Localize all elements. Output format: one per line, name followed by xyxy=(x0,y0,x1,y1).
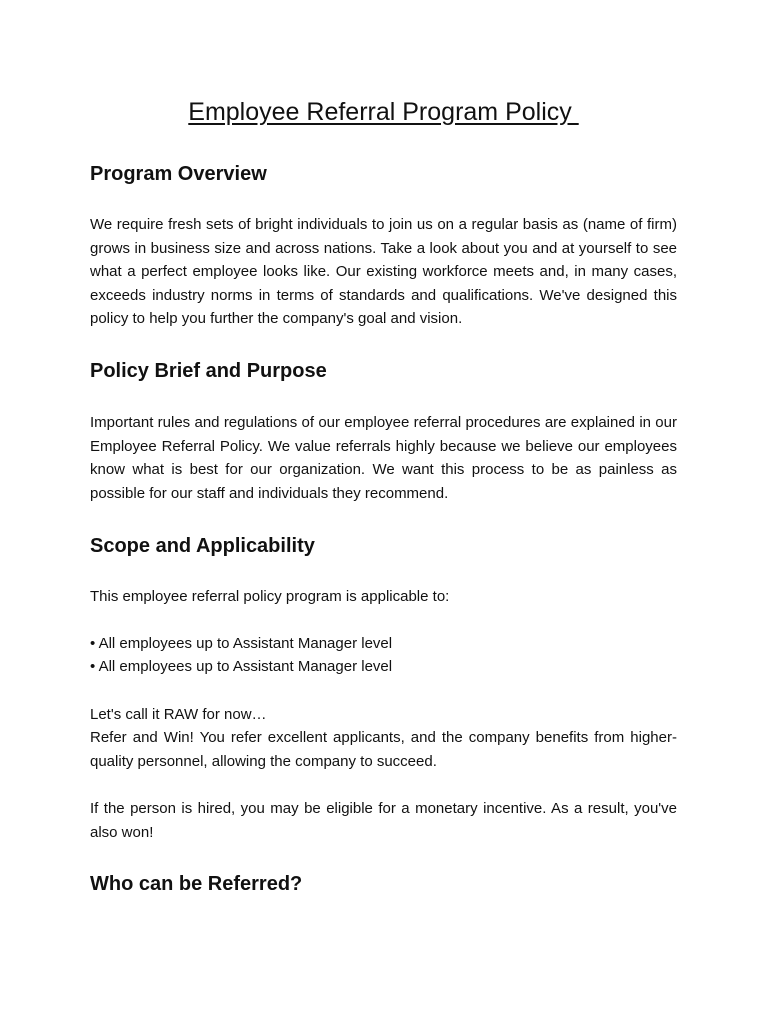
paragraph-program-overview: We require fresh sets of bright individuals to join us on a regular basis as (name of firm) grows in business size and across nations. Take a look about you and at yourself to see what a perfect employee looks like. Our existing workforce meets and, in many cases, exceeds industry norms in terms of standards and qualifications. We've designed this policy to help you further the company's goal and vision. xyxy=(90,216,677,327)
scope-intro: This employee referral policy program is applicable to: xyxy=(90,588,450,605)
raw-line: Let's call it RAW for now… xyxy=(90,706,267,723)
list-item: • All employees up to Assistant Manager level xyxy=(90,635,393,652)
heading-program-overview: Program Overview xyxy=(90,163,267,185)
heading-who-can-be-referred: Who can be Referred? xyxy=(90,873,303,895)
paragraph-policy-brief: Important rules and regulations of our employee referral procedures are explained in our Employee Referral Policy. We value referrals highly because we believe our employees know what is best for our organization. We want this process to be as painless as possible for our staff and individuals they recommend. xyxy=(90,414,677,502)
paragraph-refer-and-win: Refer and Win! You refer excellent applicants, and the company benefits from higher-quality personnel, allowing the company to succeed. xyxy=(90,729,677,770)
list-item: • All employees up to Assistant Manager level xyxy=(90,658,393,675)
heading-policy-brief: Policy Brief and Purpose xyxy=(90,360,327,382)
document-title: Employee Referral Program Policy xyxy=(188,98,579,126)
heading-scope: Scope and Applicability xyxy=(90,535,315,557)
paragraph-hired-incentive: If the person is hired, you may be eligible for a monetary incentive. As a result, you've also won! xyxy=(90,800,677,841)
